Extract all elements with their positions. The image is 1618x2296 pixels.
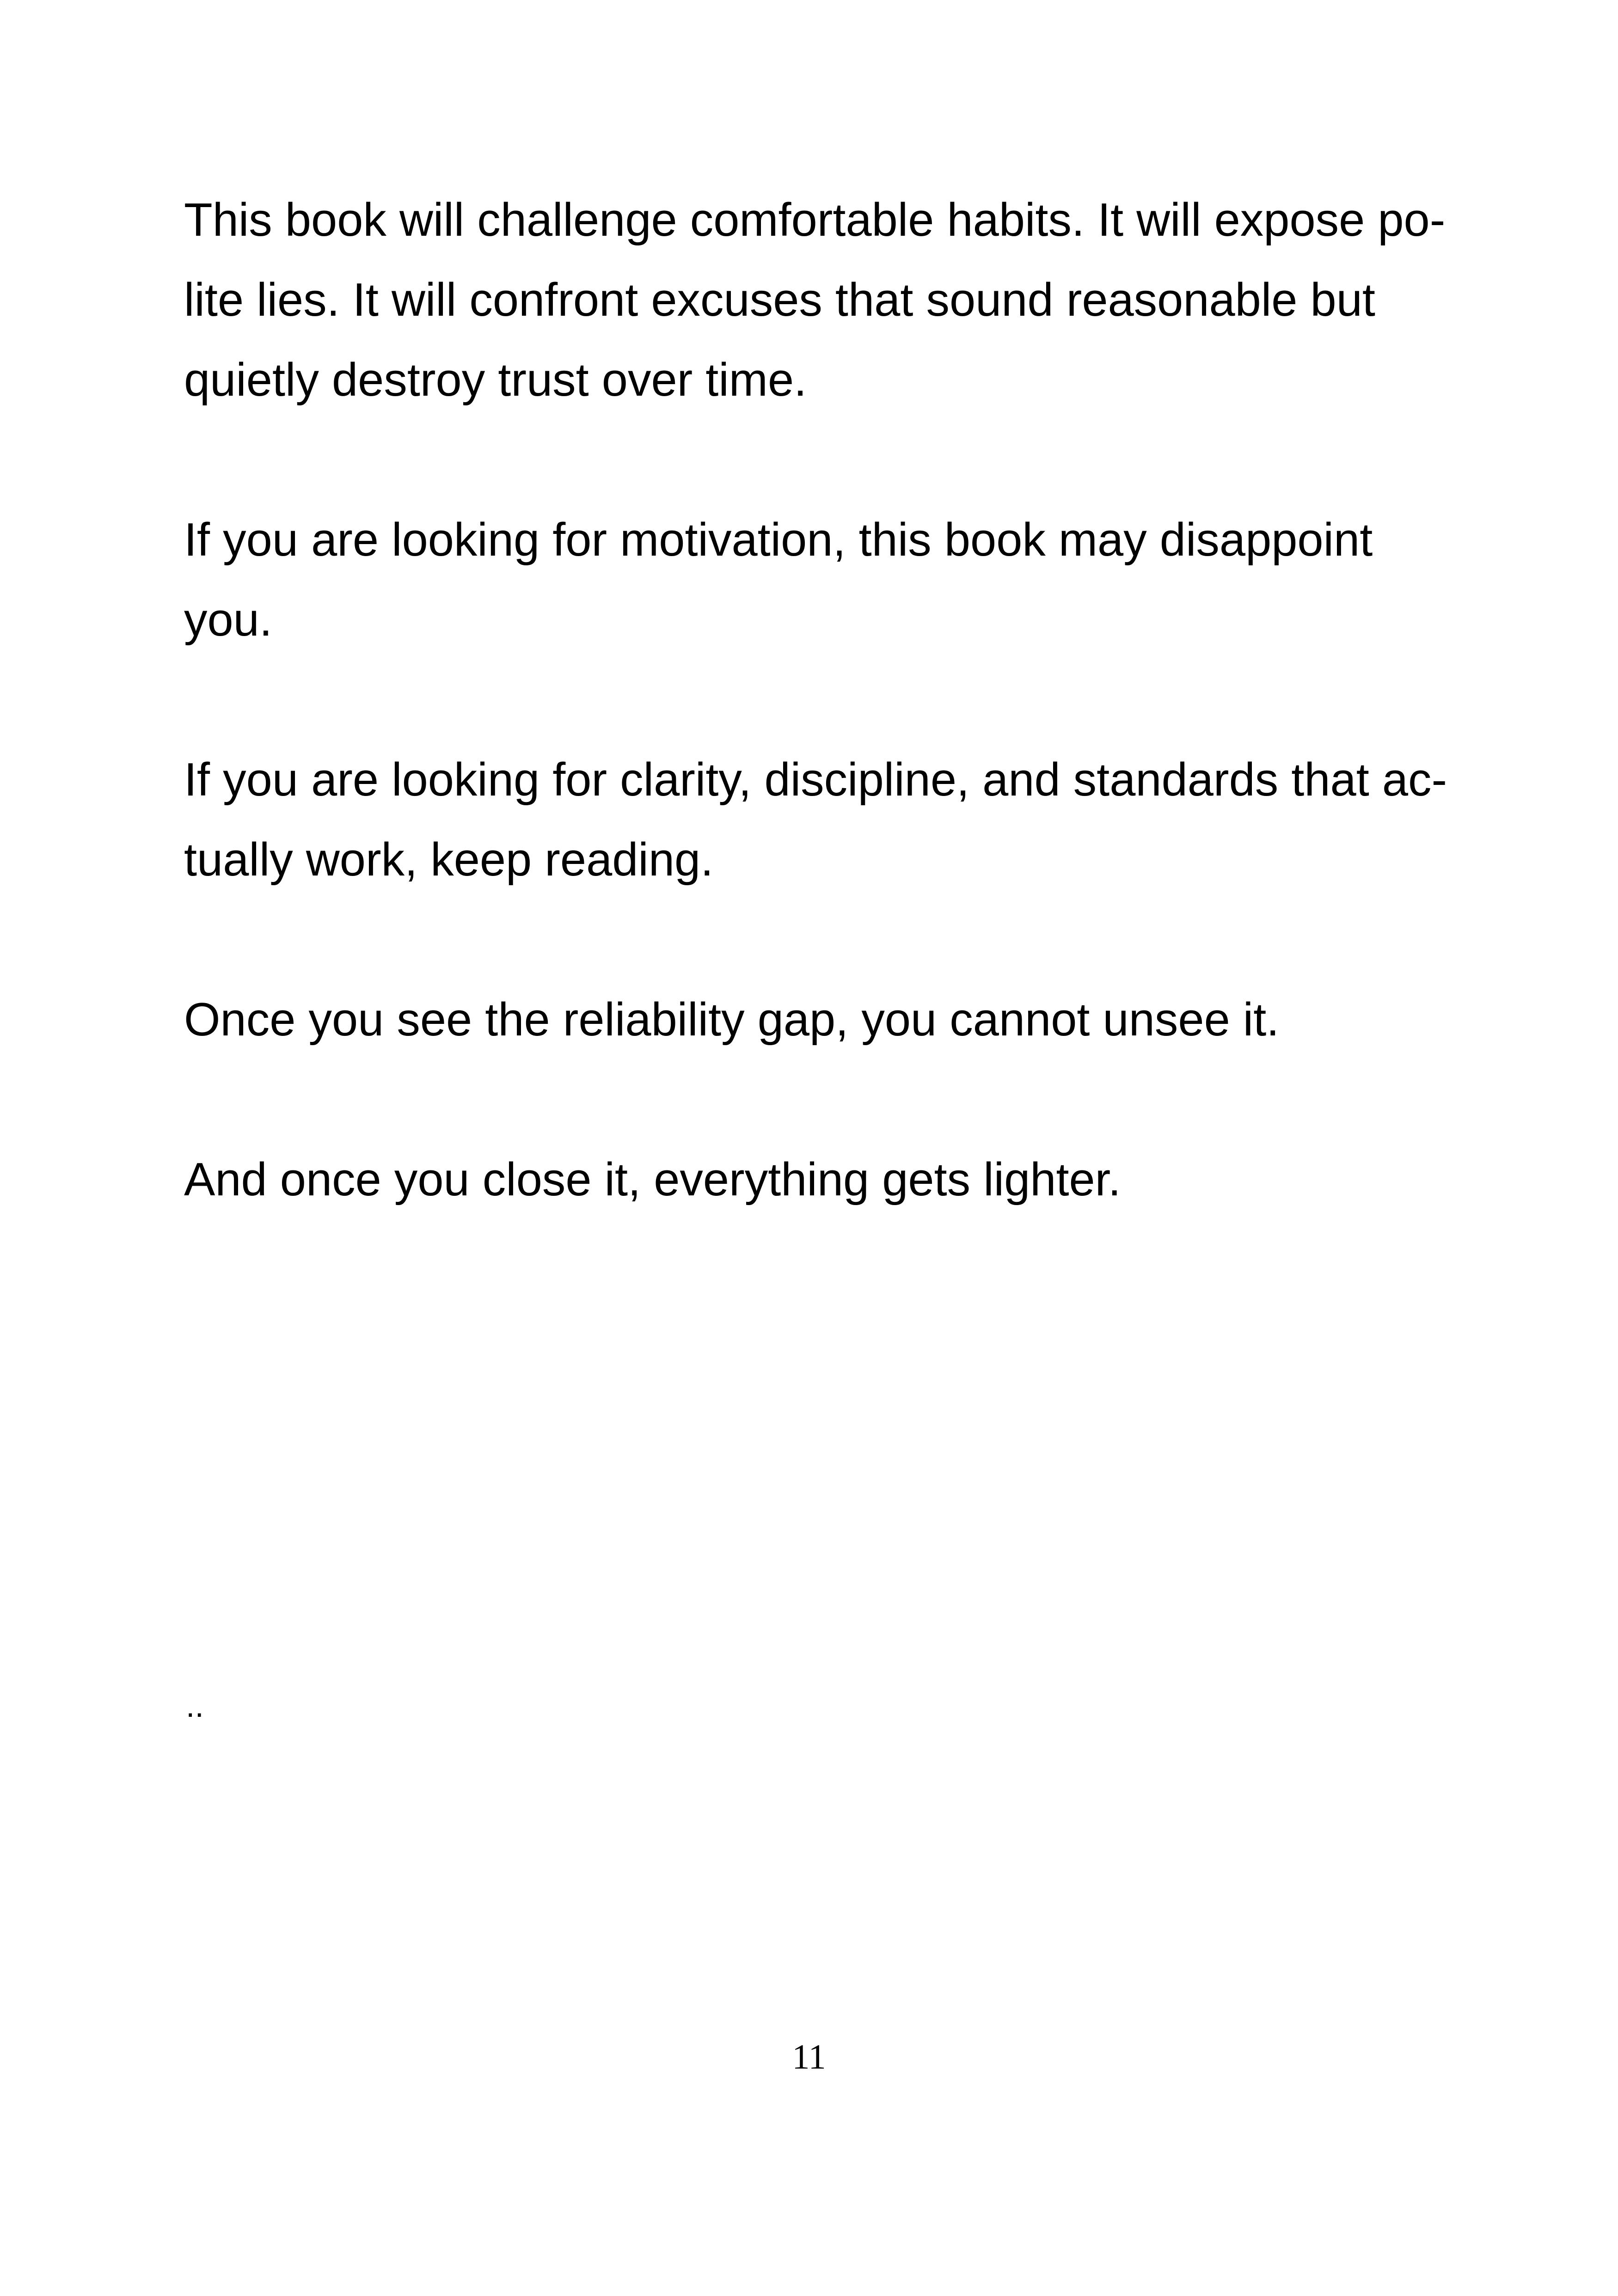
text-line: And once you close it, everything gets lighter. <box>184 1154 1121 1206</box>
paragraph <box>184 980 1460 1060</box>
text-line: you. <box>184 594 272 646</box>
paragraph <box>184 1140 1460 1220</box>
text-line: This book will challenge comfortable habits. It will expose po- <box>184 194 1446 246</box>
text-line: If you are looking for motivation, this book may disappoint <box>184 514 1373 566</box>
text-line: Once you see the reliability gap, you cannot unsee it. <box>184 994 1280 1046</box>
separator-dots: .. <box>186 1688 204 1724</box>
text-line: lite lies. It will confront excuses that sound reasonable but <box>184 274 1375 326</box>
text-line: If you are looking for clarity, discipline, and standards that ac- <box>184 754 1447 806</box>
paragraph <box>184 180 1460 420</box>
page-number: 11 <box>792 2038 826 2076</box>
text-line: quietly destroy trust over time. <box>184 354 807 406</box>
paragraph <box>184 740 1460 900</box>
text-line: tually work, keep reading. <box>184 834 714 886</box>
paragraph <box>184 500 1460 660</box>
body-text <box>184 180 1460 1300</box>
